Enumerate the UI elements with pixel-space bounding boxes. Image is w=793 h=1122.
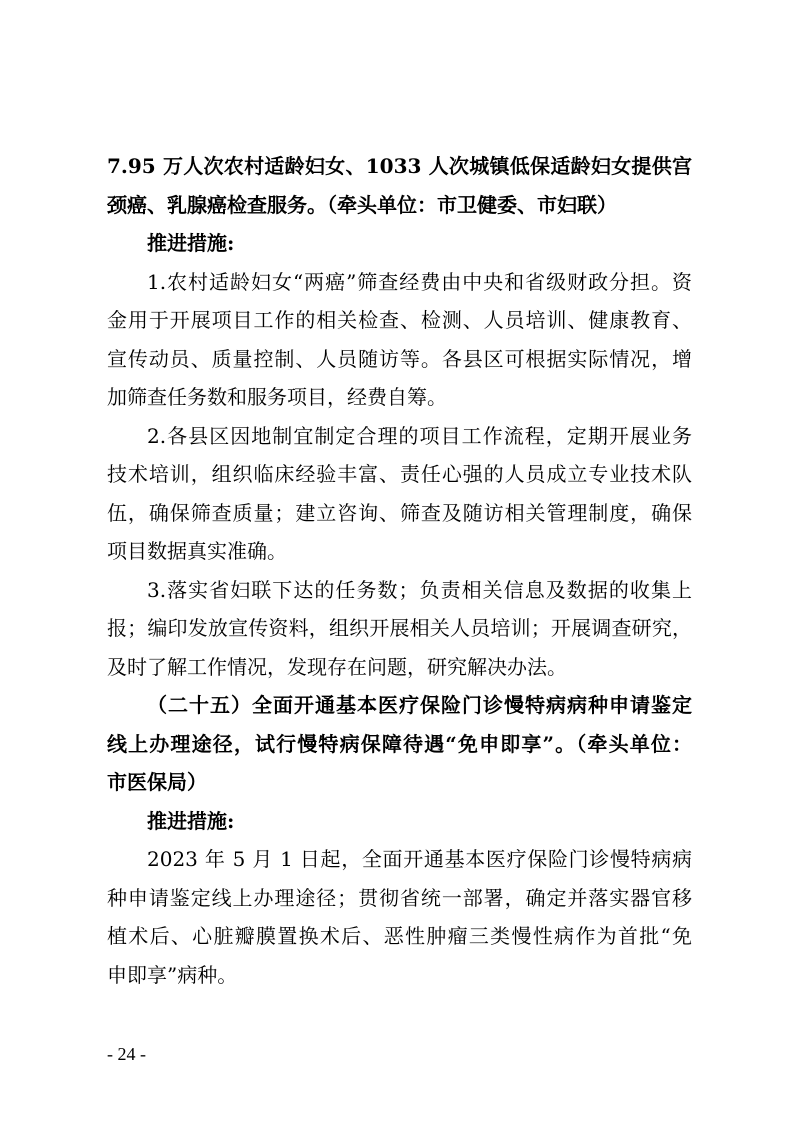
para-3-line-3: 及时了解工作情况，发现存在问题，研究解决办法。: [107, 654, 567, 679]
measure-paragraph-3: [107, 571, 692, 687]
para-3-line-1: 3.落实省妇联下达的任务数；负责相关信息及数据的收集上: [147, 577, 692, 602]
para-1-line-3: 宣传动员、质量控制、人员随访等。各县区可根据实际情况，增: [107, 346, 692, 371]
item-25-heading-line-1: （二十五）全面开通基本医疗保险门诊慢特病病种申请鉴定: [147, 693, 692, 717]
para-2-line-2: 技术培训，组织临床经验丰富、责任心强的人员成立专业技术队: [107, 462, 692, 486]
para-4-line-3: 植术后、心脏瓣膜置换术后、恶性肿瘤三类慢性病作为首批“免: [107, 924, 692, 948]
para-4-line-2: 种申请鉴定线上办理途径；贯彻省统一部署，确定并落实器官移: [107, 885, 692, 910]
para-3-line-2: 报；编印发放宣传资料，组织开展相关人员培训；开展调查研究，: [107, 616, 692, 640]
intro-line-1: 7.95 万人次农村适龄妇女、1033 人次城镇低保适龄妇女提供宫: [107, 154, 692, 178]
para-1-line-4: 加筛查任务数和服务项目，经费自筹。: [107, 385, 447, 409]
item-25-heading-line-3: 市医保局）: [107, 770, 207, 794]
para-2-line-1: 2.各县区因地制宜制定合理的项目工作流程，定期开展业务: [147, 423, 692, 448]
para-4-line-4: 申即享”病种。: [107, 962, 238, 987]
measure-paragraph-1: [107, 263, 692, 417]
intro-paragraph: [107, 147, 692, 224]
measure-paragraph-2: [107, 417, 692, 571]
measure-paragraph-4: [107, 840, 692, 994]
measures-heading-1: [107, 224, 692, 263]
item-25-heading-line-2: 线上办理途径，试行慢特病保障待遇“免申即享”。（牵头单位：: [107, 731, 692, 756]
para-4-line-1: 2023 年 5 月 1 日起，全面开通基本医疗保险门诊慢特病病: [147, 847, 692, 871]
para-2-line-3: 伍，确保筛查质量；建立咨询、筛查及随访相关管理制度，确保: [107, 500, 692, 525]
para-1-line-2: 金用于开展项目工作的相关检查、检测、人员培训、健康教育、: [107, 308, 692, 332]
para-2-line-4: 项目数据真实准确。: [107, 539, 287, 563]
item-25-heading: [107, 686, 692, 802]
intro-line-2: 颈癌、乳腺癌检查服务。（牵头单位：市卫健委、市妇联）: [107, 192, 617, 217]
document-body: [107, 147, 692, 994]
page-number: - 24 -: [107, 1044, 146, 1064]
para-1-line-1: 1.农村适龄妇女“两癌”筛查经费由中央和省级财政分担。资: [147, 269, 692, 294]
measures-heading-1-text: 推进措施:: [147, 231, 235, 255]
measures-heading-2-text: 推进措施:: [147, 808, 235, 833]
measures-heading-2: [107, 802, 692, 841]
